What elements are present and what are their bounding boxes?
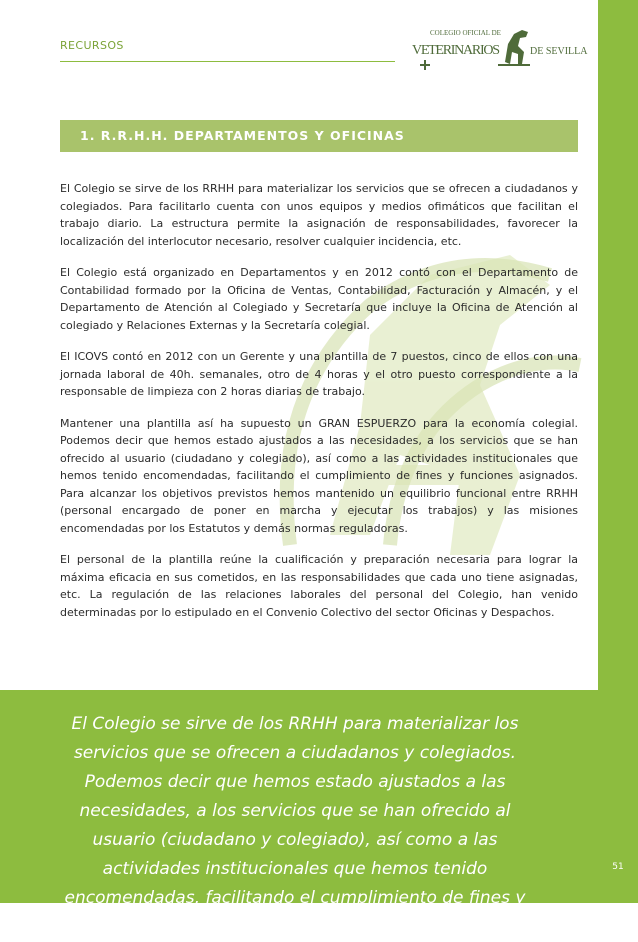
paragraph: El Colegio se sirve de los RRHH para materializar los servicios que se ofrecen a ciudadanos y colegiados. Para facilitarlo cuenta con unos equipos y medios ofimáticos que facilitan el trabajo diario. La estructura permite la asignación de responsabilidades, favorecer la localización del interlocutor necesario, resolver cualquier incidencia, etc. bbox=[60, 182, 578, 248]
page-number: 51 bbox=[612, 862, 624, 872]
side-accent-bar bbox=[598, 0, 638, 903]
body-text bbox=[60, 180, 578, 635]
paragraph: Mantener una plantilla así ha supuesto un GRAN ESPUERZO para la economía colegial. Podemos decir que hemos estado ajustados a las necesidades, a los servicios que se han ofrecido al usuario (ciudadano y colegiado), así como a las actividades institucionales que hemos tenido encomendadas, facilitando el cumplimiento de fines y funciones asignados. Para alcanzar los objetivos previstos hemos mantenido un equilibrio funcional entre RRHH (personal encargado de poner en marcha y ejecutar los trabajos) y las misiones encomendadas por los Estatutos y demás normas reguladoras. bbox=[60, 416, 578, 535]
section-heading: 1. R.R.H.H. DEPARTAMENTOS Y OFICINAS bbox=[80, 128, 405, 143]
paragraph: El Colegio está organizado en Departamentos y en 2012 contó con el Departamento de Contabilidad formado por la Oficina de Ventas, Contabilidad, Facturación y Almacén, y el Departamento de Atención al Colegiado y Secretaría que incluye la Oficina de Atención al colegiado y Relaciones Externas y la Secretaría colegial. bbox=[60, 266, 578, 332]
logo-main-text: VETERINARIOS bbox=[412, 43, 500, 58]
paragraph: El personal de la plantilla reúne la cualificación y preparación necesaria para lograr la máxima eficacia en sus cometidos, en las responsabilidades que cada uno tiene asignadas, etc. La regulación de las relaciones laborales del personal del Colegio, han venido determinadas por lo estipulado en el Convenio Colectivo del sector Oficinas y Despachos. bbox=[60, 553, 578, 619]
college-logo bbox=[410, 22, 590, 76]
logo-suffix-text: DE SEVILLA bbox=[530, 46, 588, 57]
section-label: RECURSOS bbox=[60, 39, 124, 52]
header-divider bbox=[60, 61, 395, 62]
pull-quote: El Colegio se sirve de los RRHH para materializar los servicios que se ofrecen a ciudadanos y colegiados. Podemos decir que hemos estado ajustados a las necesidades, a los servicios que se han ofrecido al usuario (ciudadano y colegiado), así como a las actividades institucionales que hemos tenido encomendadas, facilitando el cumplimiento de fines y funciones asignados. bbox=[64, 714, 526, 937]
pull-quote-box bbox=[0, 690, 598, 937]
logo-top-text: COLEGIO OFICIAL DE bbox=[430, 29, 501, 37]
cross-emblem-icon bbox=[420, 60, 430, 70]
section-heading-bar bbox=[60, 120, 578, 152]
paragraph: El ICOVS contó en 2012 con un Gerente y una plantilla de 7 puestos, cinco de ellos con una jornada laboral de 40h. semanales, otro de 4 horas y el otro puesto correspondiente a la responsable de limpieza con 2 horas diarias de trabajo. bbox=[60, 350, 578, 398]
horse-emblem-icon bbox=[498, 30, 530, 66]
